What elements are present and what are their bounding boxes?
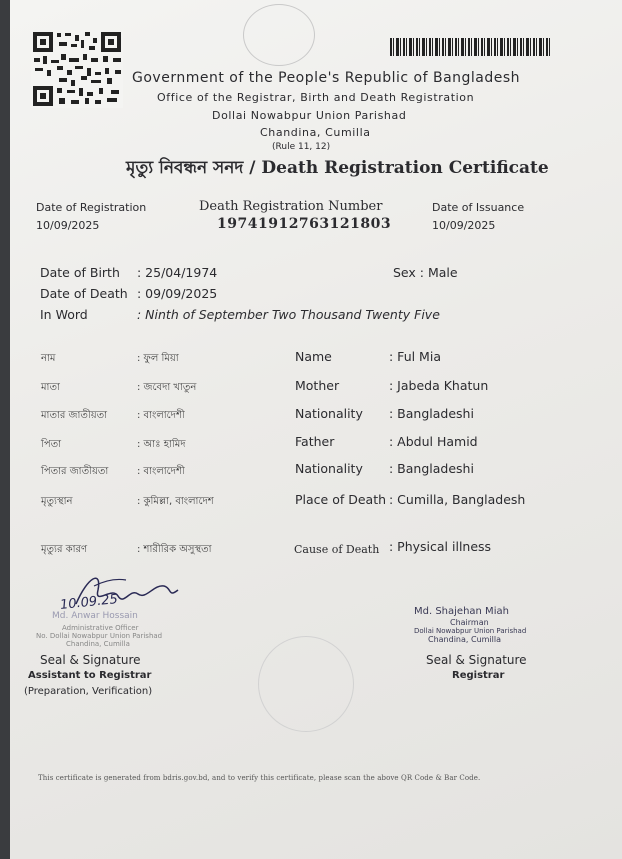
- bn-value-father: : আঃ হামিদ: [137, 439, 186, 450]
- right-signer-title: Chairman: [450, 618, 489, 627]
- right-seal-label: Seal & Signature: [426, 653, 527, 667]
- right-role: Registrar: [452, 670, 505, 681]
- bn-label-mother-nationality: মাতার জাতীয়তা: [41, 410, 108, 421]
- bn-label-place-of-death: মৃত্যুস্থান: [41, 496, 73, 507]
- bn-label-cause-of-death: মৃত্যুর কারণ: [41, 544, 88, 555]
- bn-value-cause-of-death: : শারীরিক অসুস্থতা: [137, 544, 212, 555]
- footer-verification-note: This certificate is generated from bdris.gov.bd, and to verify this certificate, please scan the above QR Code & Bar Code.: [38, 774, 481, 782]
- bn-label-name: নাম: [41, 353, 56, 364]
- dob-value: : 25/04/1974: [137, 265, 218, 280]
- left-signer-title: Administrative Officer: [62, 624, 139, 632]
- right-signer-office: Dollai Nowabpur Union Parishad: [414, 627, 527, 635]
- left-seal-label: Seal & Signature: [40, 653, 141, 667]
- bn-label-mother: মাতা: [41, 382, 60, 393]
- value-father-nationality: : Bangladeshi: [389, 461, 474, 476]
- bn-label-father-nationality: পিতার জাতীয়তা: [41, 466, 109, 477]
- bn-value-mother-nationality: : বাংলাদেশী: [137, 410, 185, 421]
- bn-value-father-nationality: : বাংলাদেশী: [137, 466, 185, 477]
- left-role-note: (Preparation, Verification): [24, 686, 153, 697]
- dod-value: : 09/09/2025: [137, 286, 218, 301]
- bn-value-place-of-death: : কুমিল্লা, বাংলাদেশ: [137, 496, 214, 507]
- sex-field: Sex : Male: [393, 265, 458, 280]
- value-cause-of-death: : Physical illness: [389, 539, 492, 554]
- issuance-date-value: 10/09/2025: [432, 219, 496, 232]
- label-father: Father: [295, 434, 335, 449]
- bn-value-name: : ফুল মিয়া: [137, 353, 179, 364]
- header-government: Government of the People's Republic of Bangladesh: [132, 70, 521, 86]
- left-signer-name: Md. Anwar Hossain: [52, 611, 138, 621]
- issuance-date-label: Date of Issuance: [432, 201, 525, 214]
- label-mother-nationality: Nationality: [295, 406, 363, 421]
- left-signer-office: No. Dollai Nowabpur Union Parishad: [36, 632, 163, 640]
- value-mother-nationality: : Bangladeshi: [389, 406, 474, 421]
- value-mother: : Jabeda Khatun: [389, 378, 489, 393]
- in-word-value: : Ninth of September Two Thousand Twenty Five: [137, 307, 440, 322]
- label-mother: Mother: [295, 378, 340, 393]
- government-seal-icon: [243, 4, 315, 66]
- left-signer-location: Chandina, Cumilla: [66, 640, 130, 648]
- right-signer-name: Md. Shajehan Miah: [414, 606, 509, 617]
- label-father-nationality: Nationality: [295, 461, 363, 476]
- header-location: Chandina, Cumilla: [260, 126, 371, 139]
- value-father: : Abdul Hamid: [389, 434, 478, 449]
- dod-label: Date of Death: [40, 286, 128, 301]
- certificate-paper: [10, 0, 622, 859]
- value-place-of-death: : Cumilla, Bangladesh: [389, 492, 526, 507]
- bn-label-father: পিতা: [41, 439, 62, 450]
- signature-date: 10.09.25: [59, 592, 119, 613]
- registration-number-label: Death Registration Number: [199, 199, 383, 214]
- header-union: Dollai Nowabpur Union Parishad: [212, 109, 407, 122]
- left-role: Assistant to Registrar: [28, 670, 152, 681]
- qr-code-icon[interactable]: [31, 30, 123, 108]
- label-place-of-death: Place of Death: [295, 492, 387, 507]
- value-name: : Ful Mia: [389, 349, 441, 364]
- registration-date-label: Date of Registration: [36, 201, 147, 214]
- header-office: Office of the Registrar, Birth and Death Registration: [157, 91, 475, 104]
- in-word-label: In Word: [40, 307, 88, 322]
- registration-number-value: 19741912763121803: [217, 216, 392, 232]
- label-cause-of-death: Cause of Death: [294, 543, 380, 556]
- official-seal-stamp-icon: [258, 636, 354, 732]
- bn-value-mother: : জবেদা খাতুন: [137, 382, 197, 393]
- label-name: Name: [295, 349, 332, 364]
- right-signer-location: Chandina, Cumilla: [428, 635, 502, 644]
- certificate-title: মৃত্যু নিবন্ধন সনদ / Death Registration Certificate: [126, 158, 549, 178]
- barcode-icon[interactable]: [390, 38, 550, 56]
- header-rule: (Rule 11, 12): [272, 142, 331, 152]
- registration-date-value: 10/09/2025: [36, 219, 100, 232]
- dob-label: Date of Birth: [40, 265, 120, 280]
